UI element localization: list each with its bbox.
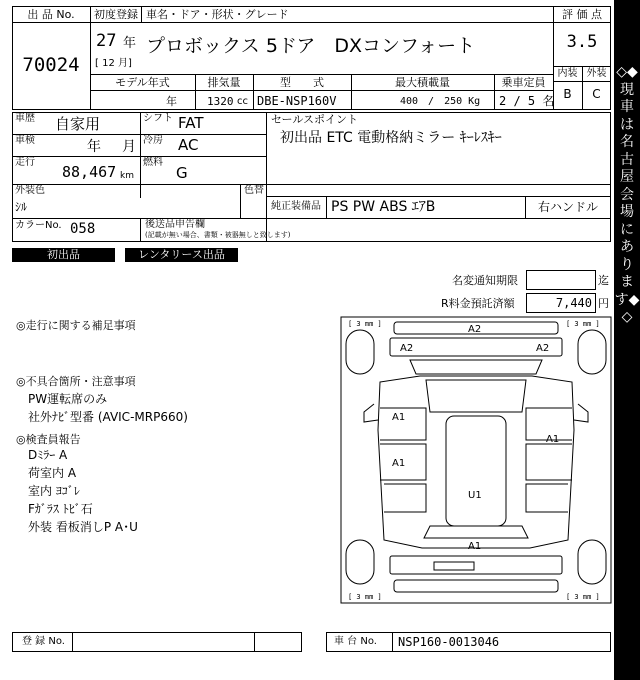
defect-line: PW運転席のみ	[28, 392, 108, 406]
ext-color-label: 外装色	[15, 185, 45, 196]
model-year-unit: 年	[166, 95, 177, 108]
damage-mark: A2	[536, 343, 550, 354]
damage-mark: A2	[400, 343, 414, 354]
reg-no-label: 登 録 No.	[22, 636, 65, 647]
displacement-label: 排気量	[207, 76, 241, 89]
aftermarket-label: 後送品申告欄	[145, 219, 205, 230]
reg-month: [ 12 月]	[95, 58, 132, 69]
rental-badge: レンタリース出品	[125, 248, 238, 262]
damage-mark: A1	[392, 412, 406, 423]
inspector-line: 荷室内 A	[28, 466, 77, 480]
model-year-label: モデル年式	[115, 76, 170, 89]
mileage-label: 走行	[15, 157, 35, 168]
displacement-value: 1320	[207, 95, 234, 108]
aftermarket-note: (記載が無い場合、書類・被器無しと致します)	[145, 231, 291, 239]
genuine-equip-value: PS PW ABS ｴｱB	[331, 199, 436, 215]
lot-label: 出 品 No.	[27, 8, 75, 21]
car-label: 車名・ドア・形状・グレード	[146, 8, 289, 21]
inspection-year: 年	[87, 139, 101, 155]
damage-mark: A2	[468, 324, 482, 335]
tire-label: [ 3 mm ]	[566, 593, 600, 601]
damage-mark: A1	[392, 458, 406, 469]
ac-value: AC	[178, 136, 199, 154]
fuel-label: 燃料	[143, 157, 163, 168]
score-label: 評 価 点	[562, 8, 602, 21]
exterior-grade: C	[592, 87, 601, 101]
reg-year-unit: 年	[123, 36, 137, 51]
ext-color-value: ｼﾙ	[15, 200, 28, 214]
shift-value: FAT	[178, 114, 204, 132]
recycle-unit: 円	[598, 297, 609, 310]
max-load-value: 400 / 250 Kg	[400, 96, 481, 107]
exterior-label: 外装	[586, 68, 607, 79]
mileage-value: 88,467	[62, 163, 117, 181]
side-banner-text: ◇◆現車は名古屋会場にあります◆◇	[614, 64, 640, 325]
inspector-line: 室内 ﾖｺﾞﾚ	[28, 484, 80, 498]
chassis-value: NSP160-0013046	[398, 635, 500, 649]
damage-mark: A1	[546, 434, 560, 445]
car-name: プロボックス 5ドア DXコンフォート	[146, 35, 476, 57]
lot-number: 70024	[22, 54, 80, 76]
handle-value: 右ハンドル	[537, 200, 598, 214]
max-load-label: 最大積載量	[395, 76, 450, 89]
interior-label: 内装	[557, 68, 578, 79]
chassis-label: 車 台 No.	[334, 636, 377, 647]
model-value: DBE-NSP160V	[257, 94, 337, 108]
capacity-label: 乗車定員	[501, 76, 546, 89]
tire-label: [ 3 mm ]	[348, 593, 382, 601]
model-label: 型 式	[280, 76, 324, 89]
ac-label: 冷房	[143, 135, 163, 146]
inspector-line: 外装 看板消しP A･U	[28, 520, 138, 534]
genuine-equip-label: 純正装備品	[271, 201, 321, 212]
recycle-label: R料金預託済額	[441, 297, 515, 310]
inspector-label: ◎検査員報告	[16, 433, 81, 446]
name-change-box	[526, 270, 596, 290]
color-no-value: 058	[70, 221, 96, 237]
inspector-line: Dﾐﾗｰ A	[28, 448, 68, 462]
damage-mark: U1	[468, 490, 482, 501]
defect-line: 社外ﾅﾋﾞ型番 (AVIC-MRP660)	[28, 410, 188, 424]
sales-point-value: 初出品 ETC 電動格納ミラー ｷｰﾚｽｷｰ	[280, 130, 502, 146]
shift-label: シフト	[143, 113, 173, 124]
mileage-unit: km	[120, 171, 134, 181]
interior-grade: B	[563, 87, 572, 101]
defects-label: ◎不具合箇所・注意事項	[16, 375, 136, 388]
inspection-label: 車検	[15, 135, 35, 146]
inspection-month: 月	[122, 139, 136, 155]
displacement-unit: cc	[237, 96, 248, 107]
sales-point-label: セールスポイント	[271, 113, 359, 126]
color-change-label: 色替	[244, 185, 264, 196]
history-label: 車歴	[15, 113, 35, 124]
first-listing-badge: 初出品	[12, 248, 115, 262]
history-value: 自家用	[55, 115, 101, 133]
tire-label: [ 3 mm ]	[348, 320, 382, 328]
fuel-value: G	[176, 164, 188, 182]
reg-year: 27	[96, 31, 117, 51]
score-value: 3.5	[566, 32, 598, 52]
inspector-line: Fｶﾞﾗｽ ﾄﾋﾞ石	[28, 502, 93, 516]
recycle-value: 7,440	[555, 296, 592, 310]
name-change-unit: 迄	[598, 274, 609, 287]
first-reg-label: 初度登録	[94, 8, 138, 21]
damage-mark: A1	[468, 541, 482, 552]
tire-label: [ 3 mm ]	[566, 320, 600, 328]
car-damage-diagram	[340, 316, 612, 604]
color-no-label: カラーNo.	[15, 220, 62, 231]
name-change-label: 名変通知期限	[452, 274, 518, 287]
capacity-value: 2 / 5 名	[499, 94, 555, 108]
driving-notes-label: ◎走行に関する補足事項	[16, 319, 136, 332]
